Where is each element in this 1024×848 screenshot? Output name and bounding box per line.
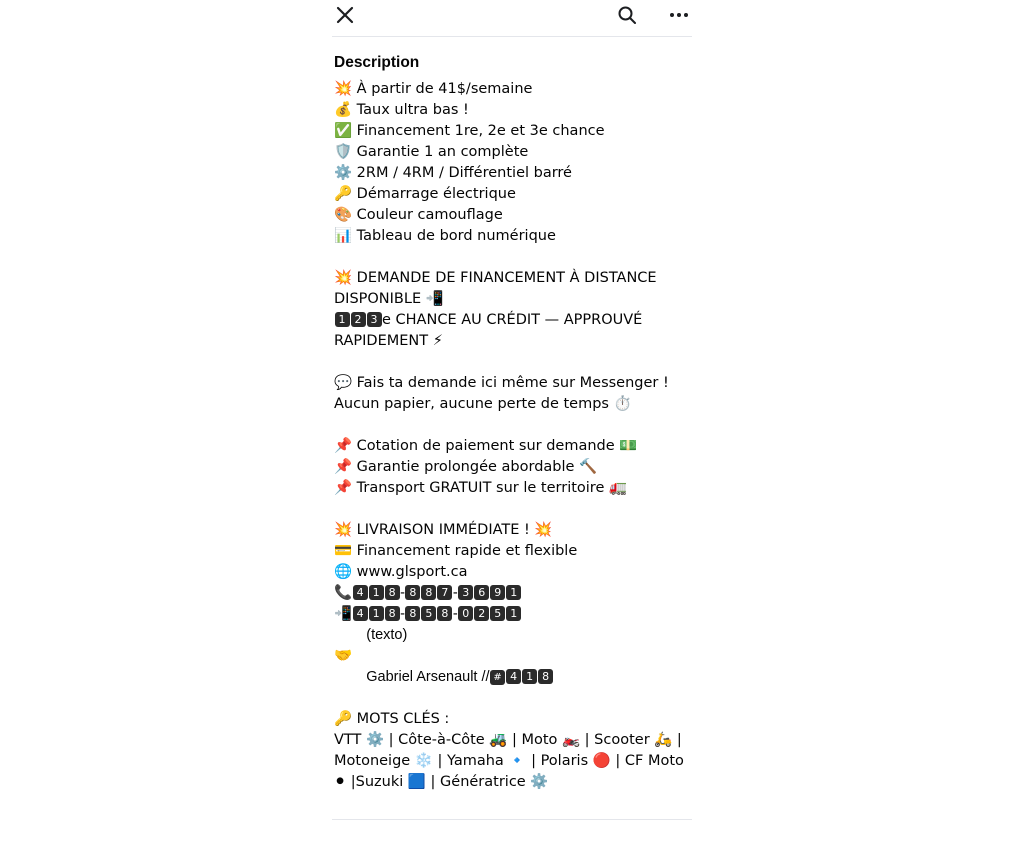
keycap-1: 1 — [335, 312, 350, 327]
keycap-digit: 4 — [353, 585, 368, 600]
messenger-line-2: Aucun papier, aucune perte de temps ⏱️ — [334, 396, 632, 412]
keycap-digit: 7 — [437, 585, 452, 600]
agent-name: Gabriel Arsenault // — [366, 669, 490, 685]
sms-line — [334, 604, 690, 646]
top-bar-right — [614, 2, 692, 28]
keywords-line-3: ⚫ |Suzuki 🟦 | Génératrice ⚙️ — [334, 774, 549, 790]
keywords-line-1: VTT ⚙️ | Côte-à-Côte 🚜 | Moto 🏍️ | Scooter 🛵 | — [334, 732, 682, 748]
content-column — [320, 0, 704, 790]
handshake-icon: 🤝 — [334, 648, 353, 664]
list-item: 📌 Garantie prolongée abordable 🔨 — [334, 459, 598, 475]
keycap-digit: 0 — [458, 606, 473, 621]
list-item: 📌 Cotation de paiement sur demande 💵 — [334, 438, 638, 454]
financing-flexible-line: 💳 Financement rapide et flexible — [334, 543, 578, 559]
keycap-digit: 8 — [405, 606, 420, 621]
website-line: 🌐 www.glsport.ca — [334, 564, 468, 580]
spacer — [334, 415, 690, 436]
keycap-digit: 6 — [474, 585, 489, 600]
left-gutter — [0, 0, 320, 768]
keycap-digit: 4 — [506, 669, 521, 684]
phone-separator: - — [400, 585, 405, 601]
keywords-line-2: Motoneige ❄️ | Yamaha 🔹 | Polaris 🔴 | CF Moto — [334, 753, 684, 769]
footer-divider — [332, 819, 692, 820]
spacer — [334, 499, 690, 520]
right-gutter — [704, 0, 1024, 768]
keycap-digit: 2 — [474, 606, 489, 621]
list-item: 🛡️ Garantie 1 an complète — [334, 144, 529, 160]
messenger-line-1: 💬 Fais ta demande ici même sur Messenger ! — [334, 375, 669, 391]
list-item: 💰 Taux ultra bas ! — [334, 102, 469, 118]
keycap-digit: 4 — [353, 606, 368, 621]
more-options-dots — [670, 13, 688, 17]
list-item: 📊 Tableau de bord numérique — [334, 228, 556, 244]
phone-separator: - — [452, 606, 458, 622]
keycap-hash: # — [490, 670, 505, 685]
financing-chance-text: e CHANCE AU CRÉDIT — APPROUVÉ RAPIDEMENT ⚡ — [334, 312, 647, 349]
mobile-phone-icon: 📲 — [334, 606, 353, 622]
spacer — [334, 352, 690, 373]
keycap-digit: 1 — [522, 669, 537, 684]
list-item: 📌 Transport GRATUIT sur le territoire 🚛 — [334, 480, 628, 496]
page-title: Description — [334, 54, 420, 71]
list-item: 💥 À partir de 41$/semaine — [334, 81, 533, 97]
phone-line — [334, 583, 690, 604]
phone-separator: - — [400, 606, 405, 622]
keycap-2: 2 — [351, 312, 366, 327]
spacer — [334, 688, 690, 709]
telephone-icon: 📞 — [334, 585, 353, 601]
description-section — [320, 37, 704, 793]
keycap-3: 3 — [367, 312, 382, 327]
top-bar — [320, 0, 704, 30]
more-options-icon[interactable] — [666, 2, 692, 28]
list-item: 🎨 Couleur camouflage — [334, 207, 503, 223]
keycap-digit: 1 — [506, 585, 521, 600]
keycap-digit: 8 — [421, 585, 436, 600]
keycap-digit: 8 — [405, 585, 420, 600]
keycap-digit: 8 — [538, 669, 553, 684]
close-icon[interactable] — [332, 2, 358, 28]
keycap-digit: 3 — [458, 585, 473, 600]
keycap-digit: 5 — [421, 606, 436, 621]
financing-remote-line: 💥 DEMANDE DE FINANCEMENT À DISTANCE DISPONIBLE 📲 — [334, 270, 662, 307]
keycap-digit: 8 — [437, 606, 452, 621]
keycap-digit: 8 — [385, 585, 400, 600]
top-bar-left — [332, 2, 358, 28]
keycap-digit: 1 — [369, 585, 384, 600]
list-item: 🔑 Démarrage électrique — [334, 186, 516, 202]
keycap-digit: 8 — [385, 606, 400, 621]
keycap-digit: 9 — [490, 585, 505, 600]
financing-chance-line — [334, 310, 690, 352]
delivery-line: 💥 LIVRAISON IMMÉDIATE ! 💥 — [334, 522, 553, 538]
list-item: ✅ Financement 1re, 2e et 3e chance — [334, 123, 605, 139]
agent-line — [334, 646, 690, 688]
phone-separator: - — [452, 585, 458, 601]
keycap-digit: 1 — [369, 606, 384, 621]
keycap-digit: 1 — [506, 606, 521, 621]
next-section-title-cut — [320, 830, 704, 838]
spacer — [334, 247, 690, 268]
keywords-title: 🔑 MOTS CLÉS : — [334, 711, 450, 727]
sms-suffix: (texto) — [366, 627, 408, 643]
search-icon[interactable] — [614, 2, 640, 28]
list-item: ⚙️ 2RM / 4RM / Différentiel barré — [334, 165, 572, 181]
keycap-digit: 5 — [490, 606, 505, 621]
